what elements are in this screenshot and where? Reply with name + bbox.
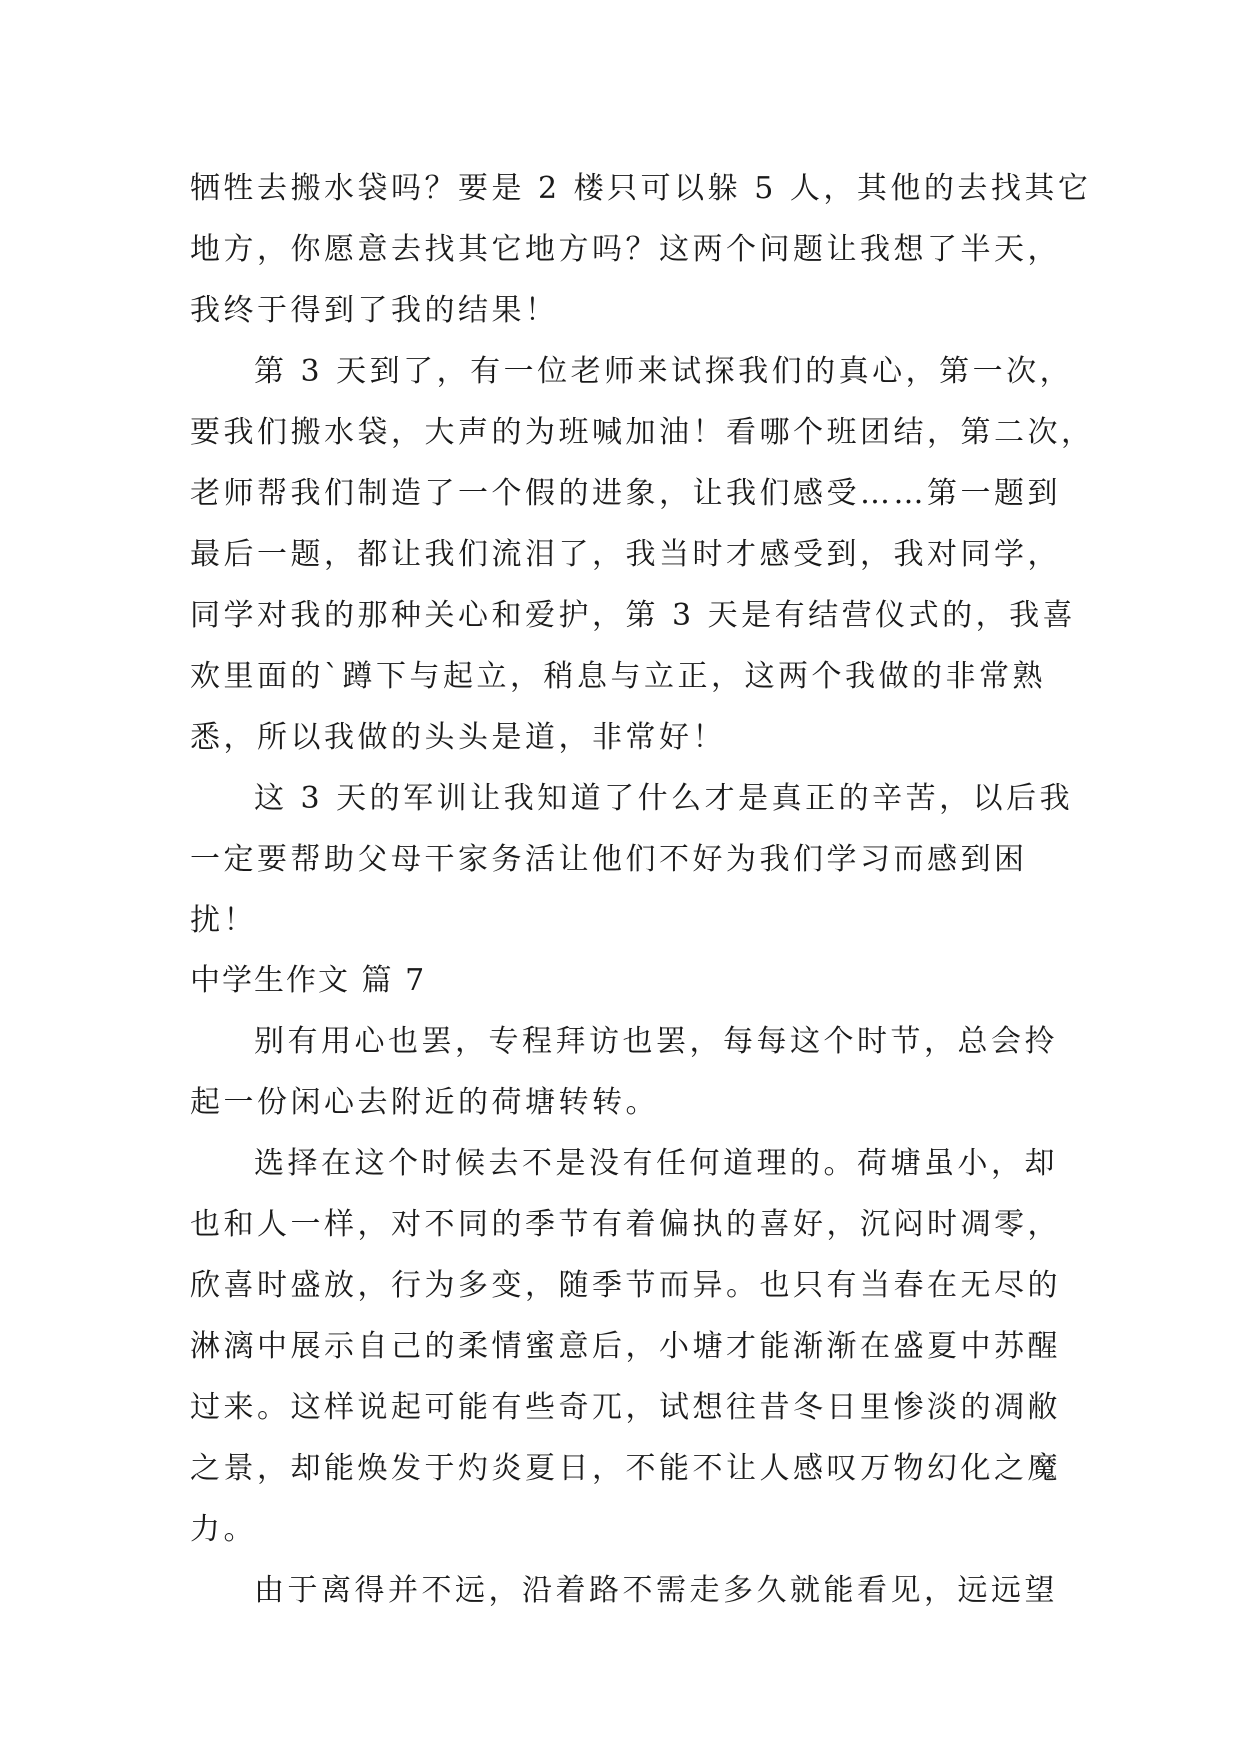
text-line: 同学对我的那种关心和爱护，第 3 天是有结营仪式的，我喜: [190, 598, 1077, 633]
text-line: 选择在这个时候去不是没有任何道理的。荷塘虽小，却: [254, 1146, 1058, 1181]
text-line: 悉，所以我做的头头是道，非常好！: [190, 720, 726, 755]
paragraph: [190, 1560, 1070, 1621]
paragraph: [190, 158, 1092, 341]
text-line: 牺牲去搬水袋吗？要是 2 楼只可以躲 5 人，其他的去找其它: [190, 171, 1092, 206]
text-line: 最后一题，都让我们流泪了，我当时才感受到，我对同学，: [190, 537, 1061, 572]
text-line: 欣喜时盛放，行为多变，随季节而异。也只有当春在无尽的: [190, 1268, 1061, 1303]
text-line: 欢里面的`蹲下与起立，稍息与立正，这两个我做的非常熟: [190, 659, 1046, 694]
paragraph: [190, 1011, 1070, 1133]
paragraph: [190, 341, 1095, 768]
text-line: 过来。这样说起可能有些奇兀，试想往昔冬日里惨淡的凋敝: [190, 1390, 1061, 1425]
text-line: 别有用心也罢，专程拜访也罢，每每这个时节，总会拎: [254, 1024, 1058, 1059]
text-line: 扰！: [190, 903, 257, 938]
text-line: 第 3 天到了，有一位老师来试探我们的真心，第一次，: [254, 354, 1074, 389]
document-body: [190, 158, 1095, 1621]
text-line: 起一份闲心去附近的荷塘转转。: [190, 1085, 659, 1120]
text-line: 这 3 天的军训让我知道了什么才是真正的辛苦，以后我: [254, 781, 1074, 816]
text-line: 力。: [190, 1512, 257, 1547]
text-line: 老师帮我们制造了一个假的进象，让我们感受……第一题到: [190, 476, 1061, 511]
text-line: 由于离得并不远，沿着路不需走多久就能看见，远远望: [254, 1573, 1058, 1608]
text-line: 一定要帮助父母干家务活让他们不好为我们学习而感到困: [190, 842, 1028, 877]
text-line: 我终于得到了我的结果！: [190, 293, 559, 328]
text-line: 也和人一样，对不同的季节有着偏执的喜好，沉闷时凋零，: [190, 1207, 1061, 1242]
text-line: 要我们搬水袋，大声的为班喊加油！看哪个班团结，第二次，: [190, 415, 1095, 450]
text-line: 之景，却能焕发于灼炎夏日，不能不让人感叹万物幻化之魔: [190, 1451, 1061, 1486]
section-heading: 中学生作文 篇 7: [190, 963, 427, 998]
paragraph: [190, 768, 1074, 951]
text-line: 地方，你愿意去找其它地方吗？这两个问题让我想了半天，: [190, 232, 1061, 267]
paragraph: [190, 1133, 1070, 1560]
text-line: 淋漓中展示自己的柔情蜜意后，小塘才能渐渐在盛夏中苏醒: [190, 1329, 1061, 1364]
